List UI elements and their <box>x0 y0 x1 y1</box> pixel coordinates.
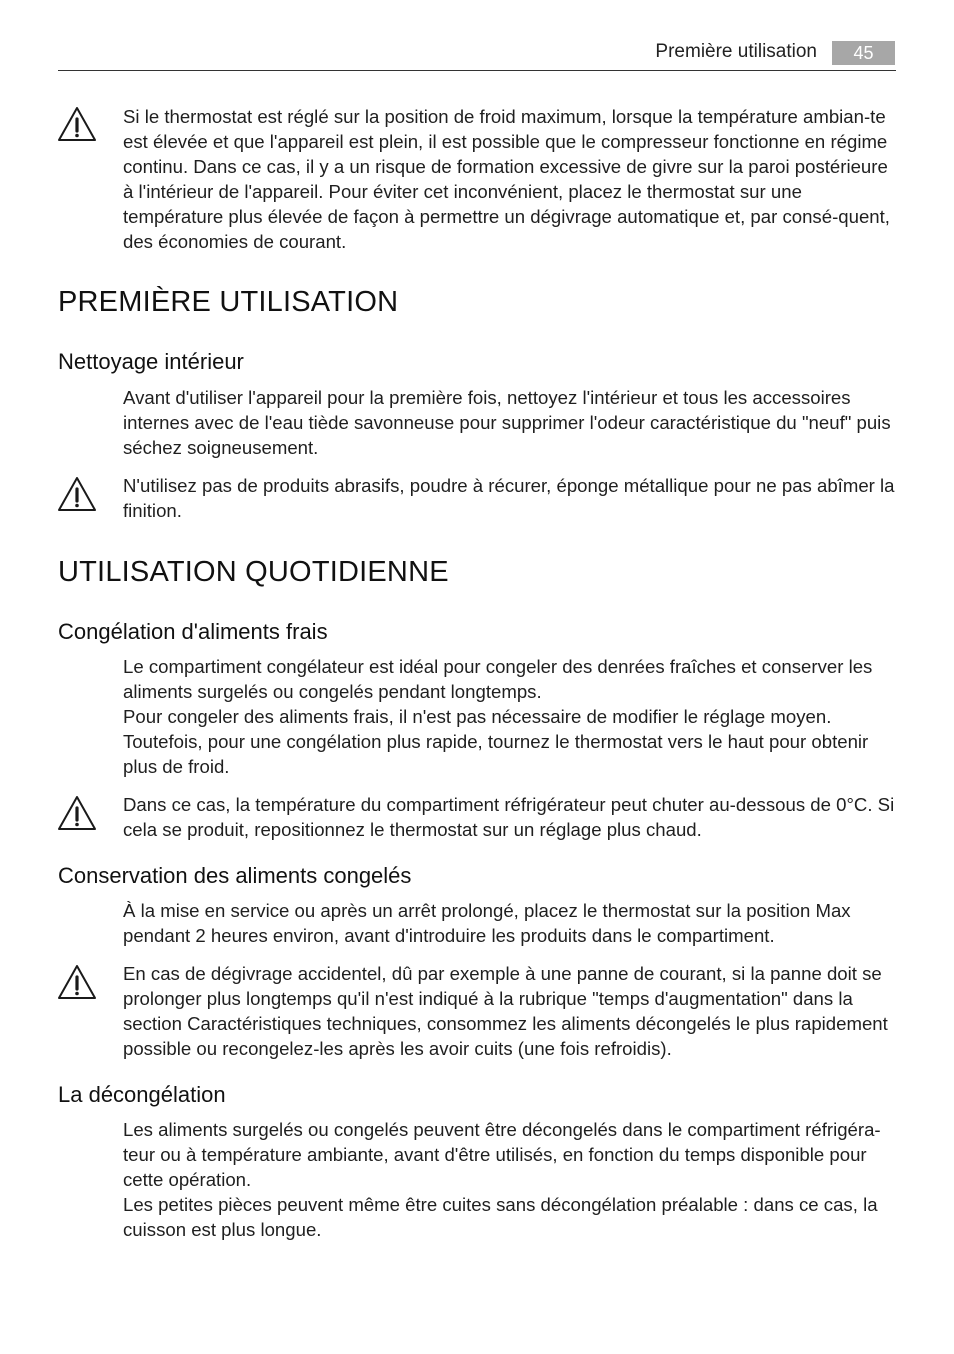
page-number: 45 <box>832 41 895 65</box>
paragraph: Avant d'utiliser l'appareil pour la première fois, nettoyez l'intérieur et tous les accessoires internes avec de l'eau tiède savonneuse pour supprimer l'odeur caractéristique du "neuf" puis séchez soigneusement. <box>123 387 891 458</box>
paragraph: Le compartiment congélateur est idéal pour congeler des denrées fraîches et conserver les aliments surgelés ou congelés pendant longtemps. <box>123 656 873 702</box>
section-heading: UTILISATION QUOTIDIENNE <box>58 556 449 588</box>
warning-paragraph: En cas de dégivrage accidentel, dû par exemple à une panne de courant, si la panne doit se prolonger plus longtemps qu'il n'est indiqué à la rubrique "temps d'augmentation" dans la section Caractéristiques techniques, consommez les aliments décongelés le plus rapidement possible ou recongelez-les après les avoir cuits (une fois refroidis). <box>123 963 888 1059</box>
warning-triangle-icon <box>57 106 97 142</box>
warning-triangle-icon <box>57 795 97 831</box>
subsection-heading: La décongélation <box>58 1082 226 1107</box>
subsection-heading: Conservation des aliments congelés <box>58 863 412 888</box>
warning-text <box>123 104 896 254</box>
paragraph: Pour congeler des aliments frais, il n'est pas nécessaire de modifier le réglage moyen. Toutefois, pour une congélation plus rapide, tournez le thermostat vers le haut pour obtenir plus de froid. <box>123 706 869 777</box>
warning-text <box>123 961 896 1061</box>
warning-paragraph: Dans ce cas, la température du compartiment réfrigérateur peut chuter au-dessous de 0°C. Si cela se produit, repositionnez le thermostat sur un réglage plus chaud. <box>123 794 895 840</box>
warning-text <box>123 473 896 523</box>
running-header-title: Première utilisation <box>655 41 817 62</box>
body-text <box>123 654 896 779</box>
subsection-heading: Congélation d'aliments frais <box>58 619 328 644</box>
body-text <box>123 1117 896 1242</box>
body-text <box>123 898 896 948</box>
section-heading: PREMIÈRE UTILISATION <box>58 286 399 318</box>
warning-paragraph: N'utilisez pas de produits abrasifs, poudre à récurer, éponge métallique pour ne pas abîmer la finition. <box>123 475 895 521</box>
warning-text <box>123 792 896 842</box>
paragraph: Les aliments surgelés ou congelés peuvent être décongelés dans le compartiment réfrigéra-teur ou à température ambiante, avant d'être utilisés, en fonction du temps disponible pour cette opération. <box>123 1119 881 1190</box>
body-text <box>123 385 896 460</box>
subsection-heading: Nettoyage intérieur <box>58 349 244 374</box>
paragraph: Les petites pièces peuvent même être cuites sans décongélation préalable : dans ce cas, la cuisson est plus longue. <box>123 1194 878 1240</box>
paragraph: À la mise en service ou après un arrêt prolongé, placez le thermostat sur la position Max pendant 2 heures environ, avant d'introduire les produits dans le compartiment. <box>123 900 851 946</box>
warning-triangle-icon <box>57 476 97 512</box>
header-divider <box>58 70 896 71</box>
warning-triangle-icon <box>57 964 97 1000</box>
warning-paragraph: Si le thermostat est réglé sur la position de froid maximum, lorsque la température ambian-te est élevée et que l'appareil est plein, il est possible que le compresseur fonctionne en régime continu. Dans ce cas, il y a un risque de formation excessive de givre sur la paroi postérieure à l'intérieur de l'appareil. Pour éviter cet inconvénient, placez le thermostat sur une température plus élevée de façon à permettre un dégivrage automatique et, par consé-quent, des économies de courant. <box>123 106 890 252</box>
